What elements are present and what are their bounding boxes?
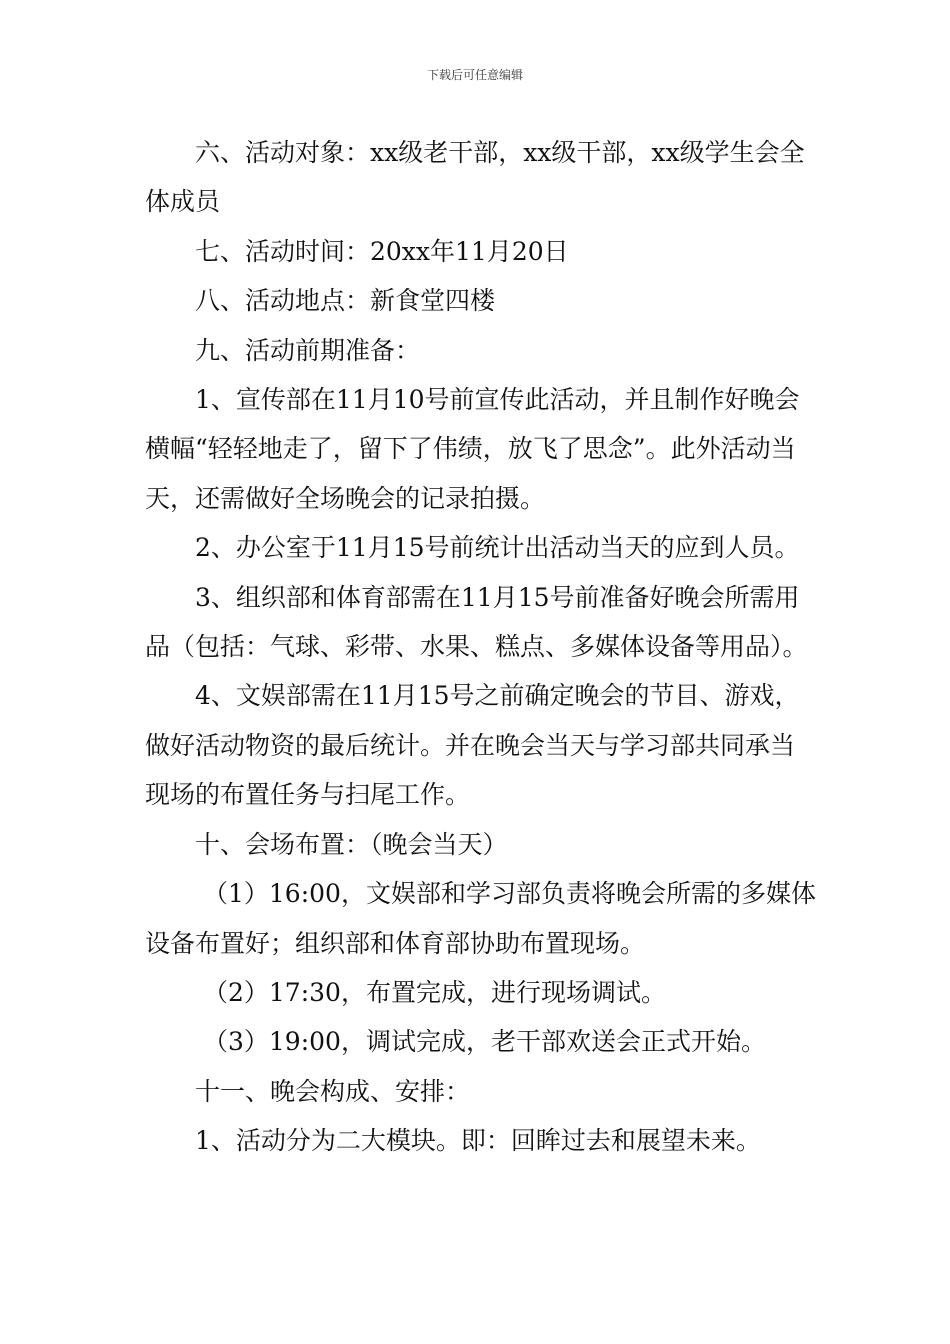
paragraph-activity-target: 六、活动对象：xx级老干部，xx级干部，xx级学生会全体成员	[145, 138, 805, 217]
paragraph-program-item-1: 1、活动分为二大模块。即：回眸过去和展望未来。	[195, 1126, 761, 1156]
document-body	[145, 128, 817, 1166]
paragraph-venue-step-2: （2）17:30，布置完成，进行现场调试。	[203, 977, 666, 1007]
paragraph-program-heading: 十一、晚会构成、安排：	[195, 1076, 471, 1106]
paragraph-preparation-item-1: 1、宣传部在11月10号前宣传此活动，并且制作好晚会横幅“轻轻地走了，留下了伟绩，放飞了思念”。此外活动当天，还需做好全场晚会的记录拍摄。	[145, 385, 800, 513]
paragraph-preparation-item-4: 4、文娱部需在11月15号之前确定晚会的节目、游戏，做好活动物资的最后统计。并在晚会当天与学习部共同承当现场的布置任务与扫尾工作。	[145, 681, 800, 810]
paragraph-activity-location: 八、活动地点：新食堂四楼	[195, 286, 496, 316]
paragraph-activity-time: 七、活动时间：20xx年11月20日	[195, 236, 569, 266]
paragraph-preparation-item-3: 3、组织部和体育部需在11月15号前准备好晚会所需用品（包括：气球、彩带、水果、糕点、多媒体设备等用品）。	[145, 582, 808, 662]
paragraph-venue-step-1: （1）16:00，文娱部和学习部负责将晚会所需的多媒体设备布置好；组织部和体育部协助布置现场。	[145, 879, 816, 958]
page-header-note: 下载后可任意编辑	[426, 68, 523, 82]
paragraph-venue-step-3: （3）19:00，调试完成，老干部欢送会正式开始。	[203, 1027, 766, 1057]
paragraph-venue-heading: 十、会场布置：（晚会当天）	[195, 829, 508, 859]
paragraph-preparation-heading: 九、活动前期准备：	[195, 335, 421, 365]
paragraph-preparation-item-2: 2、办公室于11月15号前统计出活动当天的应到人员。	[195, 533, 800, 563]
